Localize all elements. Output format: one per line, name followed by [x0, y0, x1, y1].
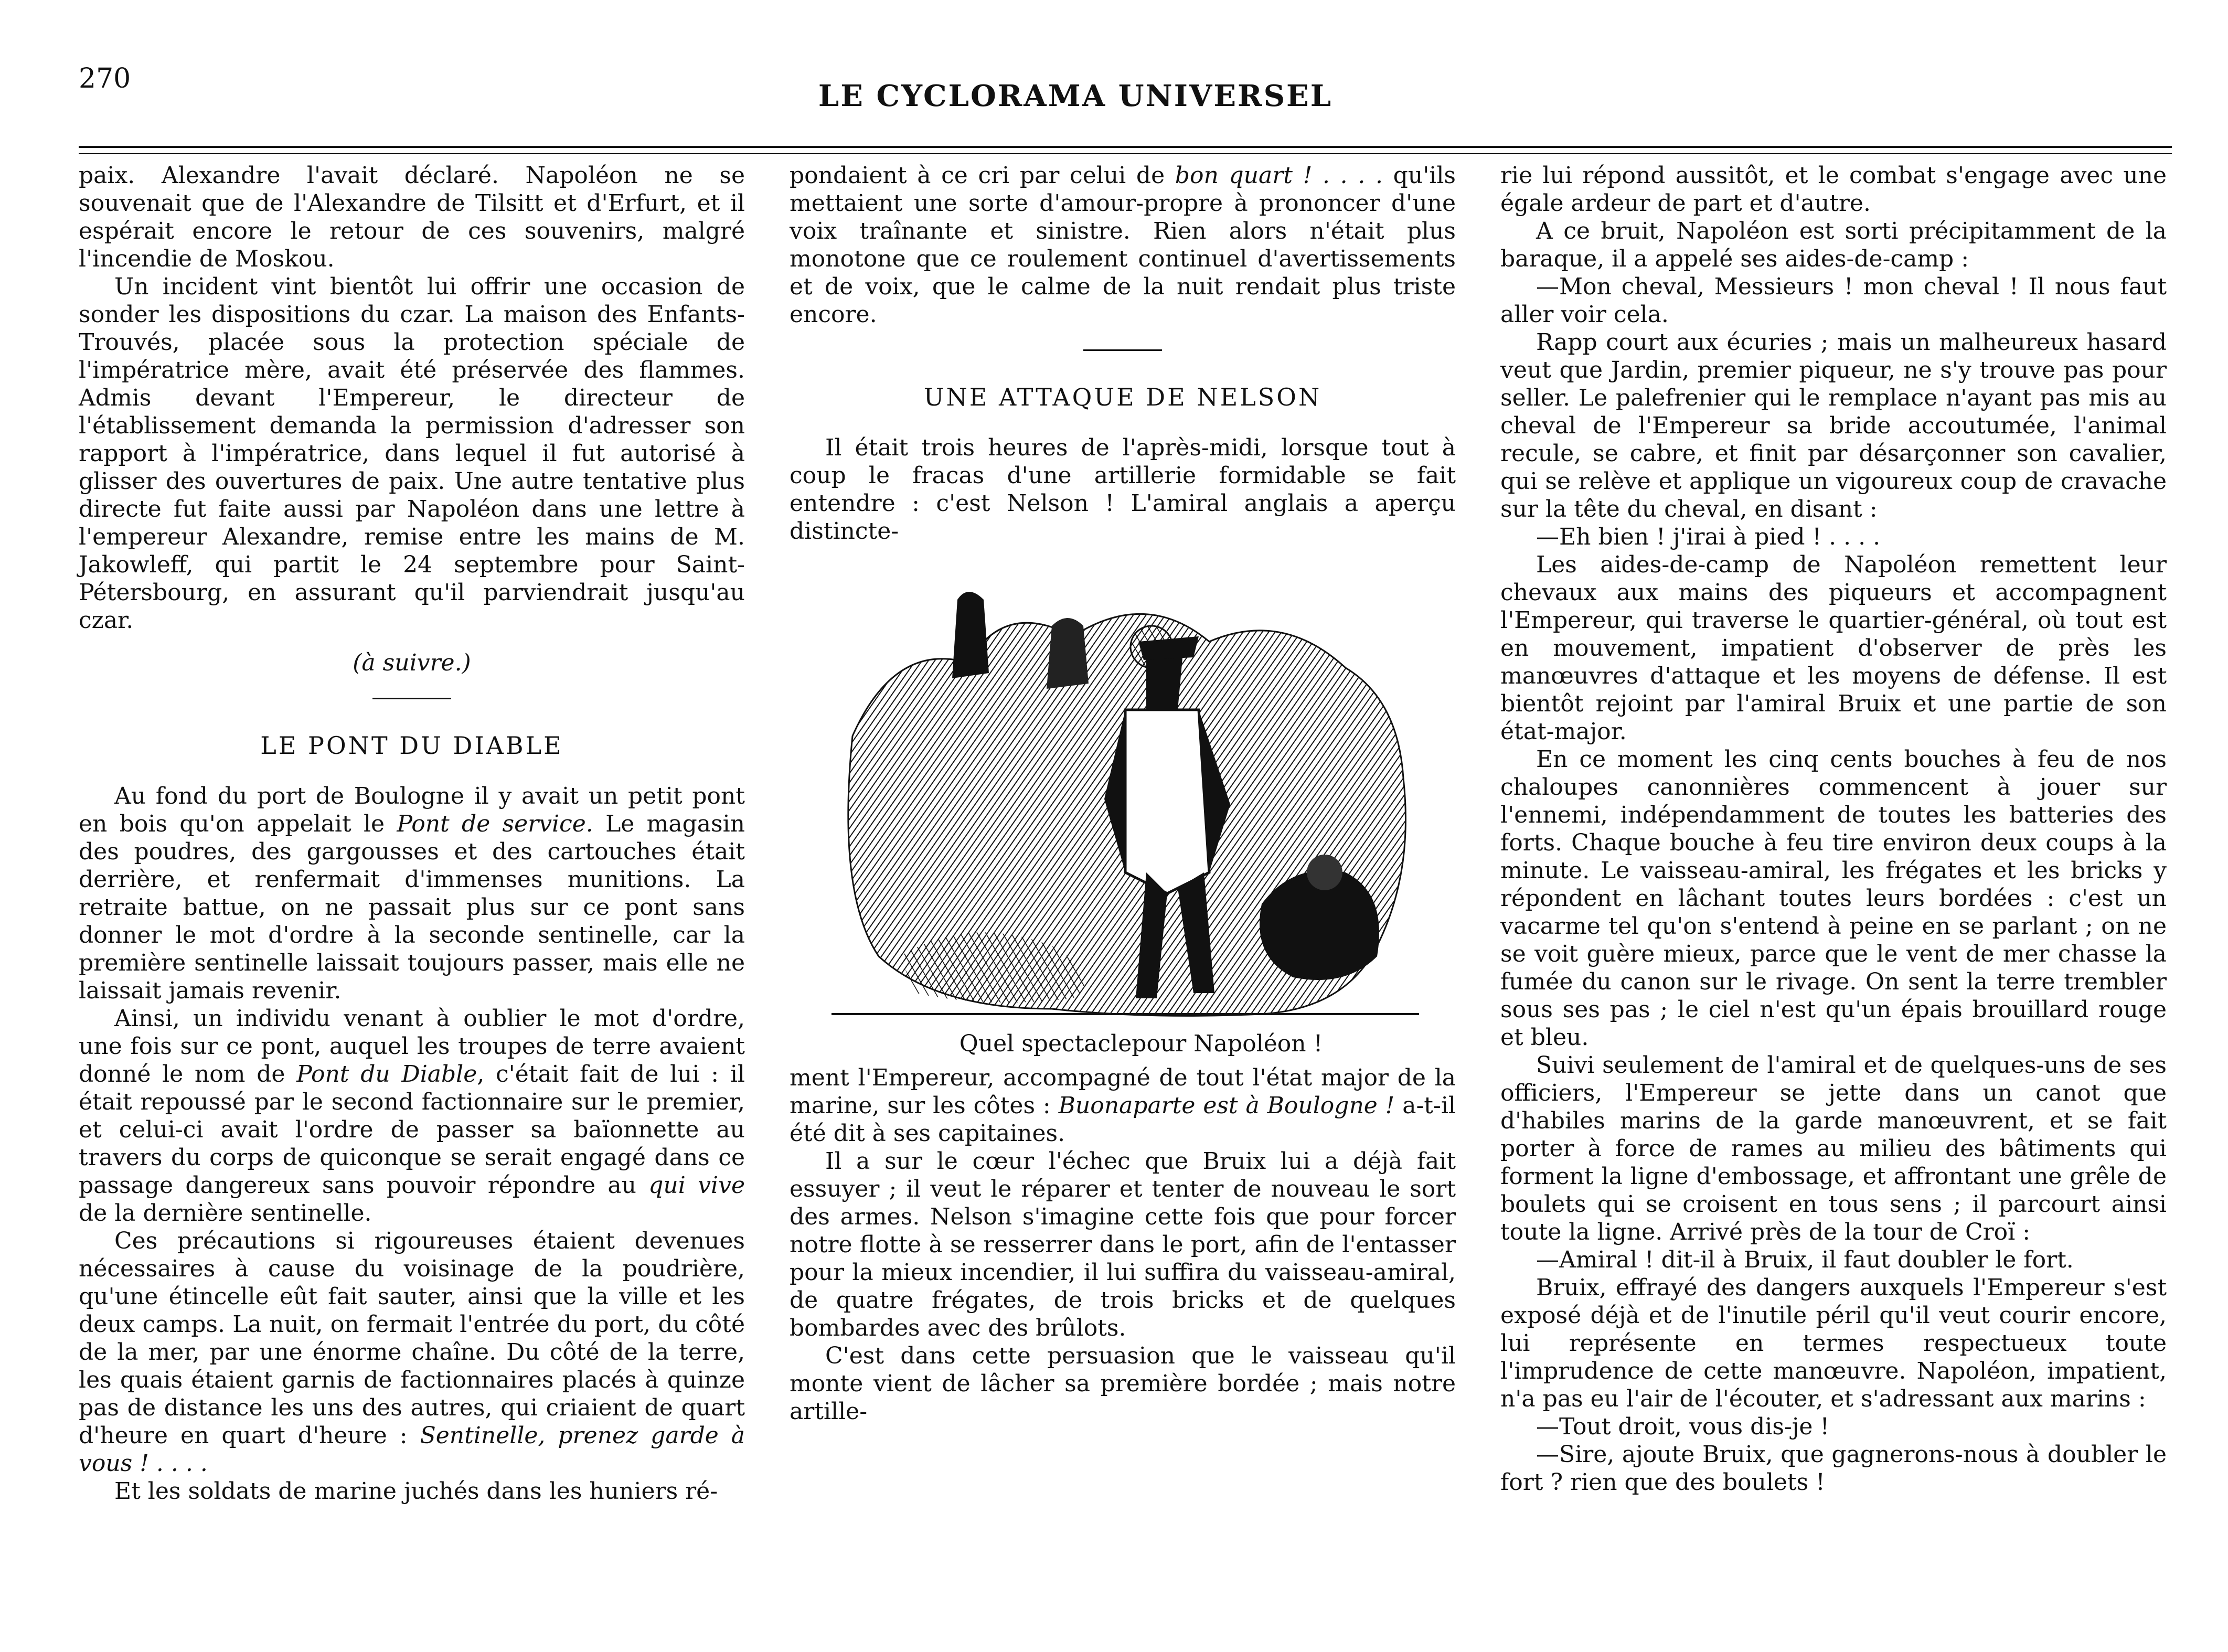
column-1 [79, 162, 745, 1505]
paragraph: —Sire, ajoute Bruix, que gagnerons-nous à doubler le fort ? rien que des boulets ! [1500, 1441, 2167, 1496]
to-be-continued: (à suivre.) [353, 649, 471, 676]
paragraph: paix. Alexandre l'avait déclaré. Napoléon ne se souvenait que de l'Alexandre de Tilsitt et d'Erfurt, et il espérait encore le retour de ces souvenirs, malgré l'incendie de Moskou. [79, 162, 745, 272]
paragraph: rie lui répond aussitôt, et le combat s'engage avec une égale ardeur de part et d'autre. [1500, 162, 2167, 217]
column-2 [790, 162, 1456, 1425]
figure-caption: Quel spectaclepour Napoléon ! [959, 1030, 1323, 1057]
paragraph: En ce moment les cinq cents bouches à feu de nos chaloupes canonnières commencent à jouer sur l'ennemi, indépendamment de toutes les batteries des forts. Chaque bouche à feu tire environ deux coups à la minute. Le vaisseau-amiral, les frégates et les bricks y répondent en lâchant toutes leurs bordées : c'est un vacarme tel qu'on s'entend à peine en se parlant ; on ne se voit guère mieux, parce que le vent de mer chasse la fumée du canon sur le rivage. On sent la terre trembler sous ses pas ; le ciel n'est qu'un épais brouillard rouge et bleu. [1500, 746, 2167, 1051]
section-title-attaque-de-nelson: UNE ATTAQUE DE NELSON [923, 383, 1322, 411]
paragraph: Il était trois heures de l'après-midi, lorsque tout à coup le fracas d'une artillerie formidable se fait entendre : c'est Nelson ! L'amiral anglais a aperçu distincte- [790, 434, 1456, 545]
paragraph: C'est dans cette persuasion que le vaisseau qu'il monte vient de lâcher sa première bordée ; mais notre artille- [790, 1342, 1456, 1425]
paragraph: —Eh bien ! j'irai à pied ! . . . . [1536, 524, 1881, 550]
paragraph: Au fond du port de Boulogne il y avait un petit pont en bois qu'on appelait le Pont de service. Le magasin des poudres, des gargousses et des cartouches était derrière, et renfermait d'immenses munitions. La retraite battue, on ne passait plus sur ce pont sans donner le mot d'ordre à la seconde sentinelle, car la première sentinelle laissait toujours passer, mais elle ne laissait jamais revenir. [79, 783, 745, 1004]
illustration-figure [831, 579, 1419, 1058]
paragraph: Rapp court aux écuries ; mais un malheureux hasard veut que Jardin, premier piqueur, ne s'y trouve pas pour seller. Le palefrenier qui le remplace n'ayant pas mis au cheval de l'Empereur sa bride accoutumée, l'animal recule, se cabre, et finit par désarçonner son cavalier, qui se relève et applique un vigoureux coup de cravache sur la tête du cheval, en disant : [1500, 329, 2167, 523]
paragraph: Un incident vint bientôt lui offrir une occasion de sonder les dispositions du czar. La maison des Enfants-Trouvés, placée sous la protection spéciale de l'impératrice mère, avait été préservée des flammes. Admis devant l'Empereur, le directeur de l'établissement demanda la permission d'adresser son rapport à l'impératrice, dans lequel il fut autorisé à glisser des ouvertures de paix. Une autre tentative plus directe fut faite aussi par Napoléon dans une lettre à l'empereur Alexandre, remise entre les mains de M. Jakowleff, qui partit le 24 septembre pour Saint-Pétersbourg, en assurant qu'il parviendrait jusqu'au czar. [79, 273, 745, 634]
paragraph: ment l'Empereur, accompagné de tout l'état major de la marine, sur les côtes : Buonaparte est à Boulogne ! a-t-il été dit à ses capitaines. [790, 1064, 1456, 1147]
page-number: 270 [79, 63, 131, 94]
paragraph: Bruix, effrayé des dangers auxquels l'Empereur s'est exposé déjà et de l'inutile péril qu'il veut courir encore, lui représente en termes respectueux toute l'imprudence de cette manœuvre. Napoléon, impatient, n'a pas eu l'air de l'écouter, et s'adressant aux marins : [1500, 1274, 2167, 1412]
section-title-pont-du-diable: LE PONT DU DIABLE [260, 731, 563, 760]
header-rule-thin [79, 153, 2172, 154]
paragraph: Il a sur le cœur l'échec que Bruix lui a déjà fait essuyer ; il veut le réparer et tenter de nouveau le sort des armes. Nelson s'imagine cette fois que pour forcer notre flotte à se resserrer dans le port, afin de l'entasser pour la mieux incendier, il lui suffira du vaisseau-amiral, de quatre frégates, de trois bricks et de quelques bombardes avec des brûlots. [790, 1148, 1456, 1341]
running-title: LE CYCLORAMA UNIVERSEL [818, 79, 1333, 113]
paragraph: —Tout droit, vous dis-je ! [1536, 1413, 1830, 1440]
paragraph: Suivi seulement de l'amiral et de quelques-uns de ses officiers, l'Empereur se jette dans un canot que d'habiles marins de la garde manœuvrent, et se fait porter à force de rames au milieu des bâtiments qui forment la ligne d'embossage, et affrontant une grêle de boulets qui se croisent en tous sens ; il parcourt ainsi toute la ligne. Arrivé près de la tour de Croï : [1500, 1052, 2167, 1245]
paragraph: —Mon cheval, Messieurs ! mon cheval ! Il nous faut aller voir cela. [1500, 273, 2167, 328]
paragraph: Et les soldats de marine juchés dans les huniers ré- [114, 1478, 718, 1505]
engraving-napoleon-illustration [831, 579, 1419, 1019]
paragraph: pondaient à ce cri par celui de bon quart ! . . . . qu'ils mettaient une sorte d'amour-propre à prononcer d'une voix traînante et sinistre. Rien alors n'était plus monotone que ce roulement continuel d'avertissements et de voix, que le calme de la nuit rendait plus triste encore. [790, 162, 1456, 328]
section-divider [1083, 349, 1162, 351]
section-divider [372, 698, 451, 699]
paragraph: Les aides-de-camp de Napoléon remettent leur chevaux aux mains des piqueurs et accompagnent l'Empereur, qui traverse le quartier-général, où tout est en mouvement, impatient d'observer de près les manœuvres d'attaque et les moyens de défense. Il est bientôt rejoint par l'amiral Bruix et une partie de son état-major. [1500, 551, 2167, 745]
paragraph: Ces précautions si rigoureuses étaient devenues nécessaires à cause du voisinage de la poudrière, qu'une étincelle eût fait sauter, ainsi que la ville et les deux camps. La nuit, on fermait l'entrée du port, du côté de la mer, par une énorme chaîne. Du côté de la terre, les quais étaient garnis de factionnaires placés à quinze pas de distance les uns des autres, qui criaient de quart d'heure en quart d'heure : Sentinelle, prenez garde à vous ! . . . . [79, 1228, 745, 1477]
paragraph: —Amiral ! dit-il à Bruix, il faut doubler le fort. [1536, 1246, 2074, 1273]
header-rule-thick [79, 146, 2172, 148]
paragraph: Ainsi, un individu venant à oublier le mot d'ordre, une fois sur ce pont, auquel les troupes de terre avaient donné le nom de Pont du Diable, c'était fait de lui : il était repoussé par le second factionnaire sur le premier, et celui-ci avait l'ordre de passer sa baïonnette au travers du corps de quiconque se serait engagé dans ce passage dangereux sans pouvoir répondre au qui vive de la dernière sentinelle. [79, 1005, 745, 1227]
paragraph: A ce bruit, Napoléon est sorti précipitamment de la baraque, il a appelé ses aides-de-camp : [1500, 218, 2167, 272]
column-3 [1500, 162, 2167, 1496]
